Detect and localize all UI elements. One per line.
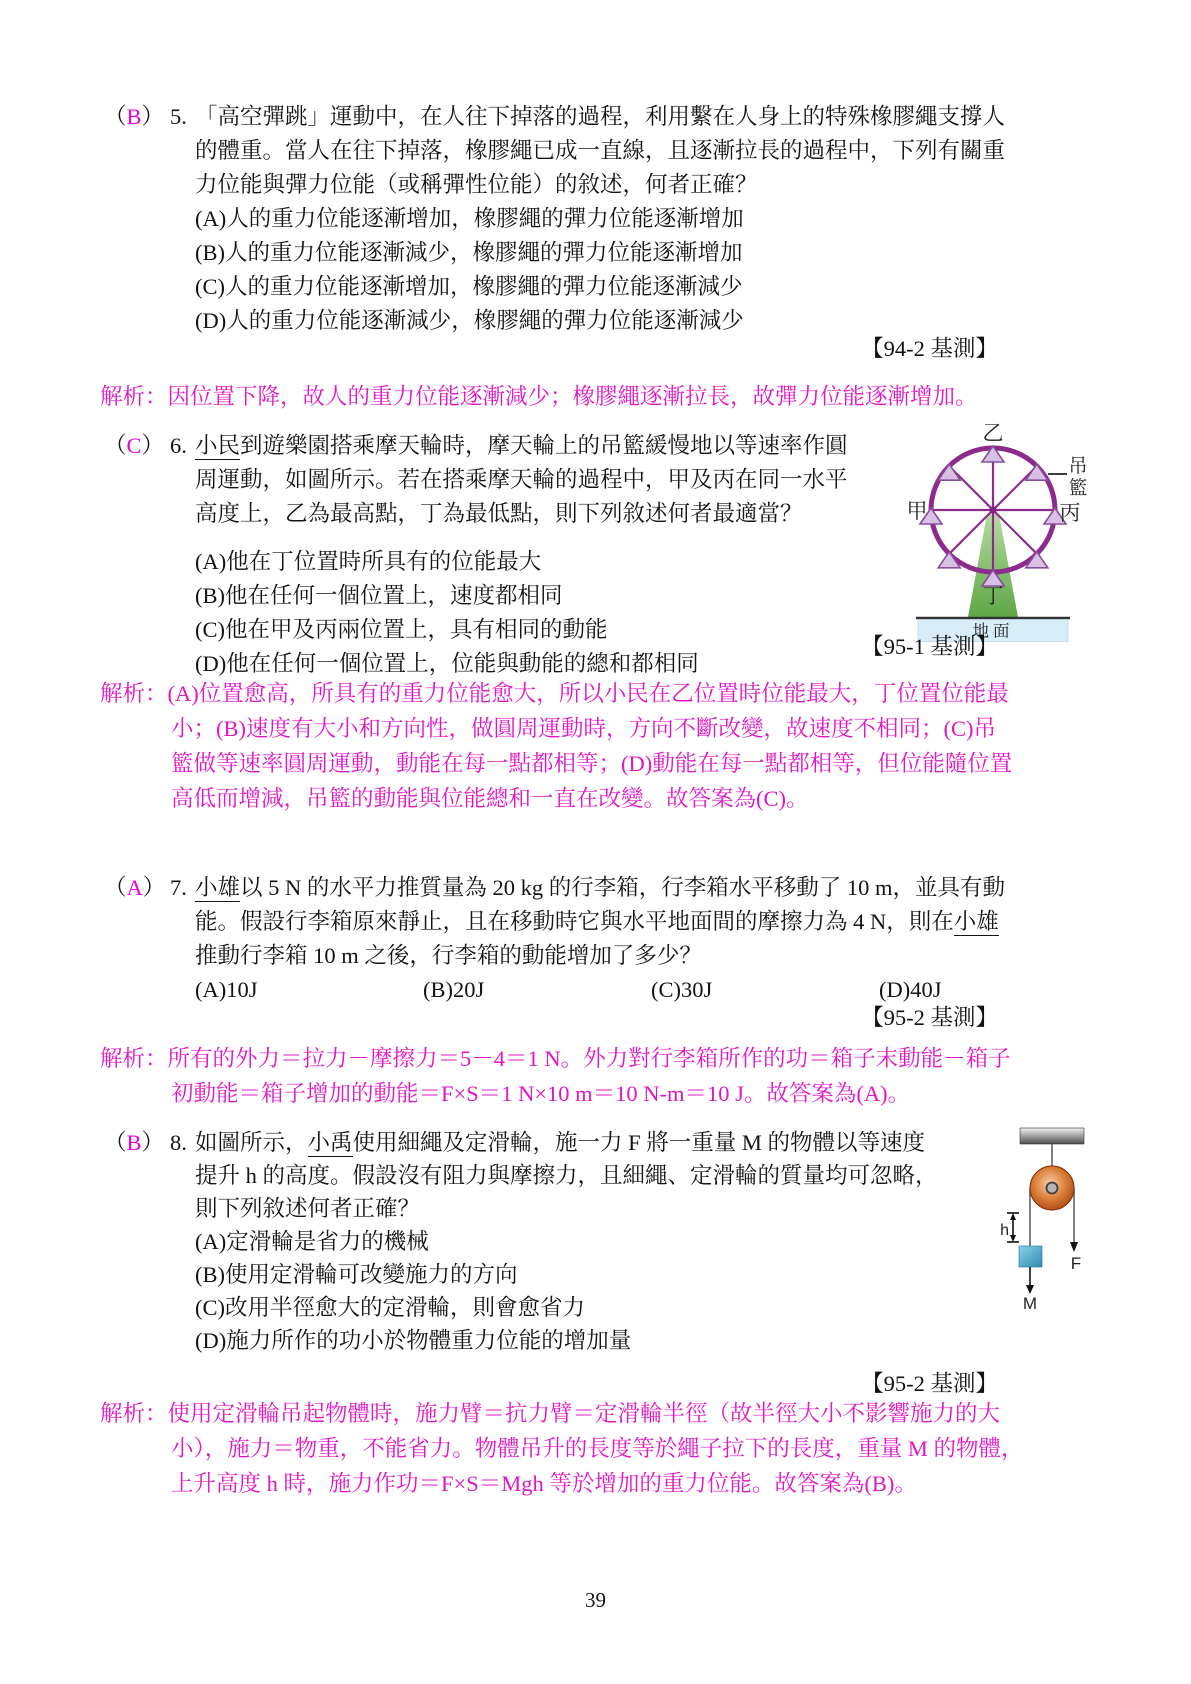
analysis-line [100, 379, 978, 414]
analysis-text: 因位置下降，故人的重力位能逐漸減少；橡膠繩逐漸拉長，故彈力位能逐漸增加。 [167, 384, 978, 409]
page-number: 39 [585, 1588, 606, 1612]
paren-right: ） [142, 875, 166, 900]
question-7 [104, 871, 1107, 1007]
paren-right: ） [141, 1130, 165, 1155]
label-right: 丙 [1059, 501, 1081, 525]
option-a-q6: (A)他在丁位置時所具有的位能最大 [195, 549, 542, 574]
paren-right: ） [141, 433, 165, 458]
force-label: F [1070, 1254, 1082, 1273]
option-b-q6: (B)他在任何一個位置上，速度都相同 [195, 583, 563, 608]
pulley-axle [1047, 1183, 1058, 1194]
ceiling-beam [1020, 1128, 1084, 1144]
paren-left: （ [104, 104, 127, 129]
source-tag-q5: 【94-2 基測】 [861, 336, 998, 361]
analysis-q8 [100, 1396, 1024, 1501]
pulley-diagram [1000, 1116, 1100, 1321]
question-number-q5: 5. [170, 104, 187, 129]
analysis-line: 初動能＝箱子增加的動能＝F×S＝1 N×10 m＝10 N-m＝10 J。故答案為(A)。 [171, 1081, 911, 1106]
answer-letter-q6: C [126, 433, 142, 458]
wheel-hub [990, 507, 997, 514]
label-top: 乙 [982, 421, 1004, 445]
option-c-q6: (C)他在甲及丙兩位置上，具有相同的動能 [195, 617, 608, 642]
stem-text: 則下列敘述何者正確？ [195, 1196, 421, 1221]
analysis-label: 解析： [100, 384, 168, 409]
analysis-text: 使用定滑輪吊起物體時，施力臂＝抗力臂＝定滑輪半徑（故半徑大小不影響施力的大 [167, 1401, 1001, 1426]
analysis-line [100, 1041, 1011, 1076]
ferris-wheel-diagram [898, 396, 1093, 651]
stem-text: 以 5 N 的水平力推質量為 20 kg 的行李箱，行李箱水平移動了 10 m，並具有動 [240, 875, 1006, 900]
spacer [104, 531, 848, 545]
option-d-q5: (D)人的重力位能逐漸減少，橡膠繩的彈力位能逐漸減少 [195, 308, 744, 333]
ferris-wheel-svg [898, 396, 1093, 646]
analysis-line [100, 676, 1012, 711]
mass-label: M [1022, 1294, 1038, 1313]
question-8-line-1 [104, 1126, 938, 1159]
person-name-underlined: 小禹 [307, 1130, 353, 1155]
analysis-label: 解析： [100, 681, 168, 706]
dim-arrow-down [1010, 1235, 1016, 1242]
paren-right: ） [141, 104, 165, 129]
person-name-underlined: 小雄 [195, 875, 241, 900]
stem-text: 使用細繩及定滑輪，施一力 F 將一重量 M 的物體以等速度 [352, 1130, 926, 1155]
stem-text: 高度上，乙為最高點，丁為最低點，則下列敘述何者最適當？ [195, 501, 803, 526]
analysis-line: 小；(B)速度有大小和方向性，做圓周運動時，方向不斷改變，故速度不相同；(C)吊 [171, 716, 996, 741]
option-b-q7: (B)20J [423, 977, 485, 1002]
source-tag-q8: 【95-2 基測】 [861, 1371, 998, 1396]
mass-block [1019, 1246, 1042, 1267]
question-number-q6: 6. [170, 433, 187, 458]
question-5 [104, 100, 1005, 338]
answer-box-q7 [104, 871, 170, 905]
question-5-line-1 [104, 100, 1005, 134]
option-b-q5: (B)人的重力位能逐漸減少，橡膠繩的彈力位能逐漸增加 [195, 240, 743, 265]
option-a-q7: (A)10J [195, 977, 258, 1002]
answer-letter-q5: B [126, 104, 142, 129]
option-c-q8: (C)改用半徑愈大的定滑輪，則會愈省力 [195, 1295, 585, 1320]
paren-left: （ [104, 875, 127, 900]
analysis-line: 籃做等速率圓周運動，動能在每一點都相等；(D)動能在每一點都相等，但位能隨位置 [171, 751, 1013, 776]
question-number-q8: 8. [170, 1130, 187, 1155]
stem-text: 的體重。當人在往下掉落，橡膠繩已成一直線，且逐漸拉長的過程中，下列有關重 [195, 138, 1006, 163]
stem-text: 力位能與彈力位能（或稱彈性位能）的敘述，何者正確？ [195, 172, 758, 197]
analysis-label: 解析： [100, 1401, 168, 1426]
analysis-q6 [100, 676, 1012, 816]
answer-box-q8 [104, 1126, 170, 1159]
stem-text: 能。假設行李箱原來靜止，且在移動時它與水平地面間的摩擦力為 4 N，則在小雄 [195, 909, 999, 934]
analysis-line: 小），施力＝物重，不能省力。物體吊升的長度等於繩子拉下的長度，重量 M 的物體， [171, 1436, 1024, 1461]
gondola-label-1: 吊 [1068, 456, 1088, 477]
stem-text: 如圖所示， [195, 1130, 308, 1155]
dim-arrow-up [1010, 1213, 1016, 1220]
option-d-q7: (D)40J [879, 977, 942, 1002]
analysis-line [100, 1396, 1024, 1431]
stem-text: 到遊樂園搭乘摩天輪時，摩天輪上的吊籃緩慢地以等速率作圓 [240, 433, 848, 458]
person-name-underlined: 小民 [195, 433, 241, 458]
question-6 [104, 429, 848, 681]
paren-left: （ [104, 1130, 127, 1155]
ground-label: 地面 [972, 621, 1014, 641]
option-d-q8: (D)施力所作的功小於物體重力位能的增加量 [195, 1328, 632, 1353]
analysis-text: (A)位置愈高，所具有的重力位能愈大，所以小民在乙位置時位能最大，丁位置位能最 [167, 681, 1009, 706]
label-bottom: 丁 [982, 584, 1004, 608]
height-label: h [1000, 1222, 1009, 1239]
option-d-q6: (D)他在任何一個位置上，位能與動能的總和都相同 [195, 651, 699, 676]
analysis-text: 所有的外力＝拉力－摩擦力＝5－4＝1 N。外力對行李箱所作的功＝箱子末動能－箱子 [167, 1046, 1011, 1071]
answer-letter-q8: B [126, 1130, 142, 1155]
stem-text: 「高空彈跳」運動中，在人往下掉落的過程，利用繫在人身上的特殊橡膠繩支撐人 [195, 104, 1006, 129]
question-8 [104, 1126, 938, 1357]
label-left: 甲 [906, 499, 928, 523]
pulley-svg [1000, 1116, 1100, 1316]
paren-left: （ [104, 433, 127, 458]
question-7-line-1 [104, 871, 1107, 905]
stem-text: 提升 h 的高度。假設沒有阻力與摩擦力，且細繩、定滑輪的質量均可忽略， [195, 1163, 938, 1188]
option-b-q8: (B)使用定滑輪可改變施力的方向 [195, 1262, 518, 1287]
stem-text: 周運動，如圖所示。若在搭乘摩天輪的過程中，甲及丙在同一水平 [195, 467, 848, 492]
analysis-q5 [100, 379, 978, 414]
option-c-q7: (C)30J [651, 977, 713, 1002]
person-name-underlined: 小雄 [953, 909, 999, 934]
answer-box-q6 [104, 429, 170, 463]
option-a-q8: (A)定滑輪是省力的機械 [195, 1229, 429, 1254]
option-c-q5: (C)人的重力位能逐漸增加，橡膠繩的彈力位能逐漸減少 [195, 274, 743, 299]
analysis-q7 [100, 1041, 1011, 1111]
option-a-q5: (A)人的重力位能逐漸增加，橡膠繩的彈力位能逐漸增加 [195, 206, 744, 231]
analysis-line: 高低而增減，吊籃的動能與位能總和一直在改變。故答案為(C)。 [171, 786, 809, 811]
stem-text: 推動行李箱 10 m 之後，行李箱的動能增加了多少？ [195, 943, 702, 968]
gondola-label-2: 籃 [1068, 478, 1088, 499]
source-tag-q6: 【95-1 基測】 [861, 634, 998, 659]
question-6-line-1 [104, 429, 848, 463]
answer-letter-q7: A [126, 875, 143, 900]
analysis-line: 上升高度 h 時，施力作功＝F×S＝Mgh 等於增加的重力位能。故答案為(B)。 [171, 1471, 917, 1496]
analysis-label: 解析： [100, 1046, 168, 1071]
source-tag-q7: 【95-2 基測】 [861, 1005, 998, 1030]
weight-arrowhead [1026, 1285, 1034, 1294]
question-number-q7: 7. [170, 875, 187, 900]
force-arrowhead [1070, 1242, 1078, 1252]
answer-box-q5 [104, 100, 170, 134]
